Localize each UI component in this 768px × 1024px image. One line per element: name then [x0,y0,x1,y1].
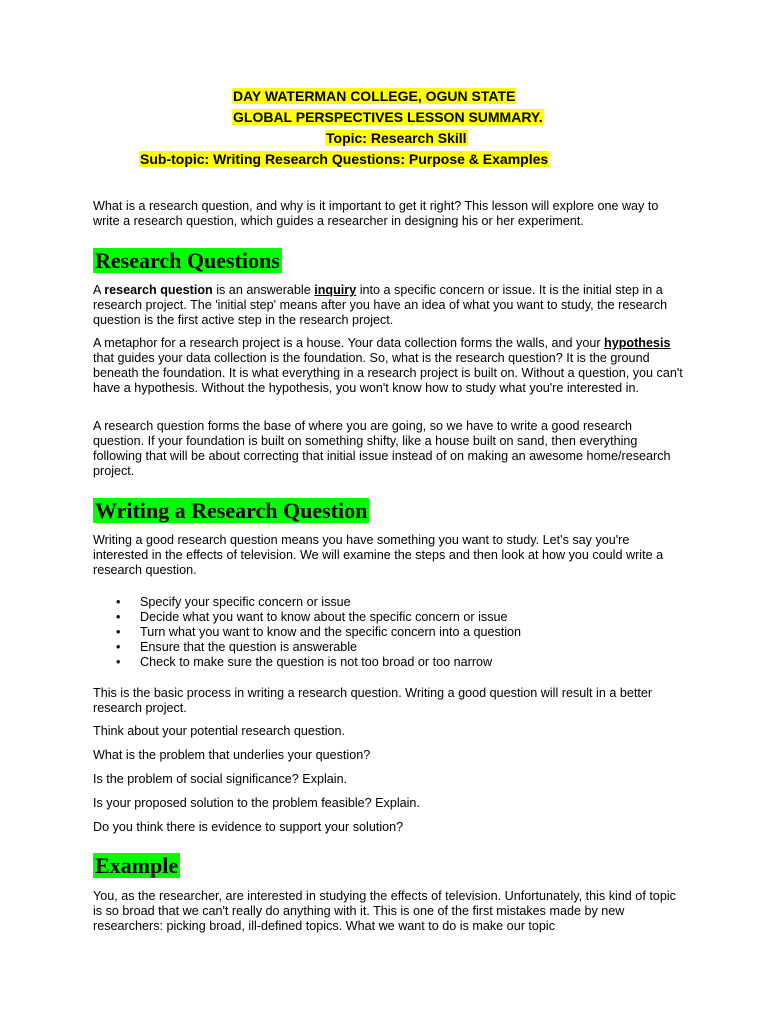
list-item: • Ensure that the question is answerable [116,640,358,654]
term-inquiry: inquiry [314,283,357,297]
house-metaphor-paragraph: A metaphor for a research project is a house. Your data collection forms the walls, and your hypothesis that guides your data collection is the foundation. So, what is the research question? It is the ground beneath the foundation. It is what everything in a research project is built on. Without a question, you can't have a hypothesis. Without the hypothesis, you won't know how to study what you're interested in. [93,336,683,395]
list-item: • Specify your specific concern or issue [116,595,351,609]
list-item: • Turn what you want to know and the specific concern into a question [116,625,522,639]
bullet-icon: • [116,640,121,654]
example-paragraph: You, as the researcher, are interested in studying the effects of television. Unfortunately, this kind of topic is so broad that we can't really do anything with it. This is one of the first mistakes made by new researchers: picking broad, ill-defined topics. What we want to do is make our topic [93,889,676,933]
topic-line: Topic: Research Skill [326,130,467,146]
heading-example: Example [95,853,179,878]
research-question-definition: A research question is an answerable inquiry into a specific concern or issue. It is the initial step in a research project. The 'initial step' means after you have an idea of what you want to study, the research question is the first active step in the research project. [93,283,668,327]
writing-intro-paragraph: Writing a good research question means you have something you want to study. Let's say you're interested in the effects of television. We will examine the steps and then look at how you could write a research question. [93,533,664,577]
prompt-problem: What is the problem that underlies your question? [93,748,371,762]
foundation-paragraph: A research question forms the base of where you are going, so we have to write a good research question. If your foundation is built on something shifty, like a house built on sand, then everything following that will be about correcting that initial issue instead of on making an awesome home/research project. [93,419,671,478]
bullet-icon: • [116,625,121,639]
school-name: DAY WATERMAN COLLEGE, OGUN STATE [233,88,516,104]
steps-list [116,595,521,670]
lesson-summary-title: GLOBAL PERSPECTIVES LESSON SUMMARY. [233,109,543,125]
bullet-icon: • [116,655,121,669]
prompt-evidence: Do you think there is evidence to support your solution? [93,820,404,834]
prompt-feasible: Is your proposed solution to the problem feasible? Explain. [93,796,420,810]
prompt-significance: Is the problem of social significance? Explain. [93,772,348,786]
term-research-question: research question [104,283,213,297]
bullet-icon: • [116,610,121,624]
bullet-icon: • [116,595,121,609]
heading-research-questions: Research Questions [95,248,280,273]
intro-paragraph: What is a research question, and why is it important to get it right? This lesson will explore one way to write a research question, which guides a researcher in designing his or her experiment. [93,199,659,228]
list-item: • Decide what you want to know about the specific concern or issue [116,610,508,624]
prompt-think: Think about your potential research question. [93,724,346,738]
basic-process-paragraph: This is the basic process in writing a research question. Writing a good question will result in a better research project. [93,686,653,715]
list-item: • Check to make sure the question is not too broad or too narrow [116,655,493,669]
heading-writing-research-question: Writing a Research Question [95,498,368,523]
term-hypothesis: hypothesis [604,336,671,350]
subtopic-line: Sub-topic: Writing Research Questions: Purpose & Examples [140,151,549,167]
